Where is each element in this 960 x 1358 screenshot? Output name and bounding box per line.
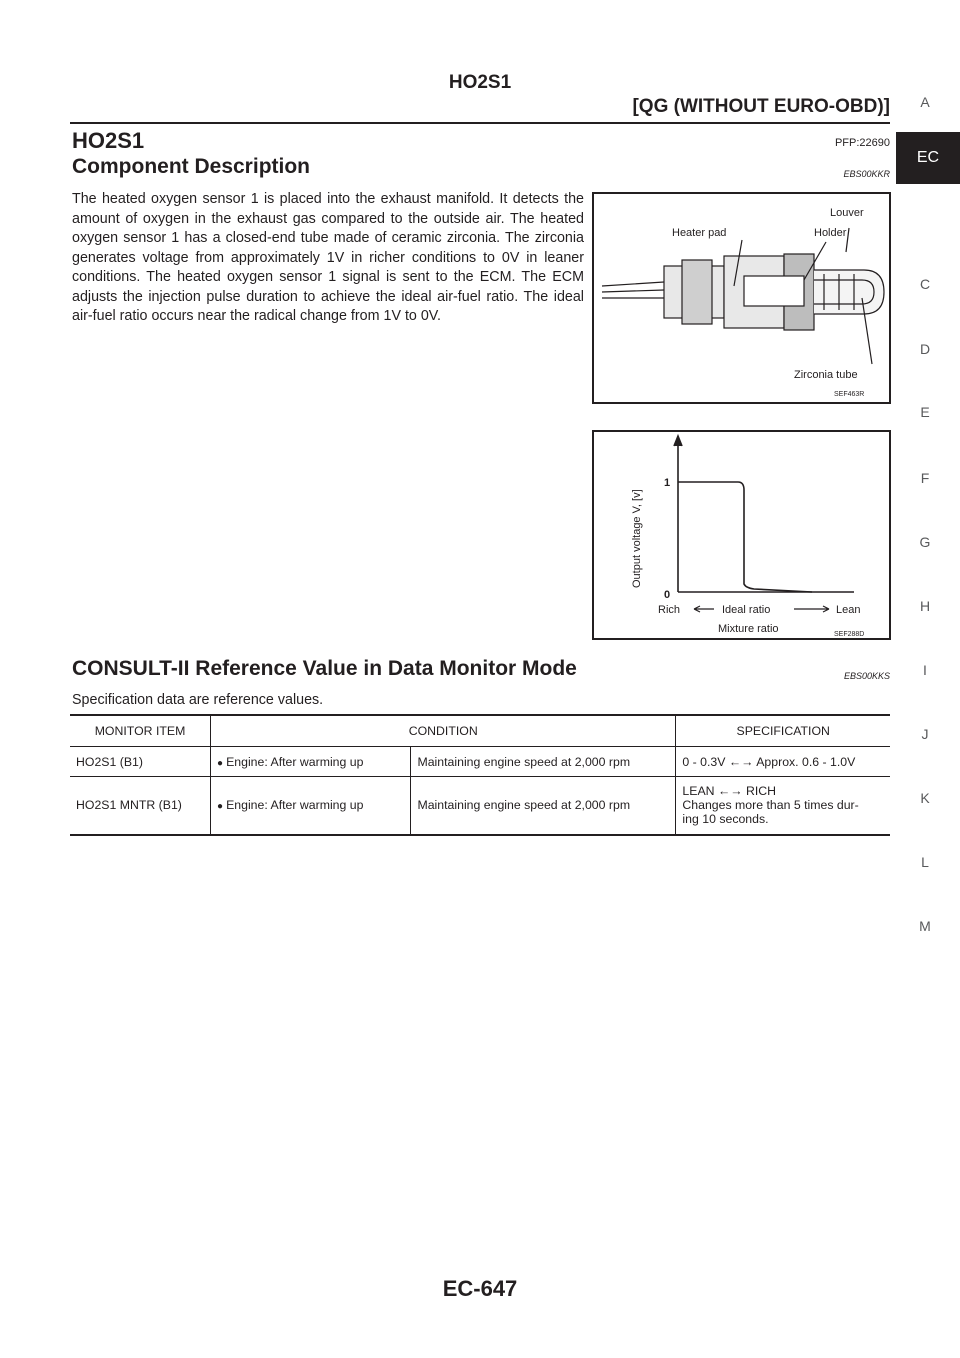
ideal-ratio-label: Ideal ratio	[722, 604, 771, 616]
column-header-monitor-item: MONITOR ITEM	[94, 724, 186, 738]
bullet-icon: ●	[217, 757, 224, 769]
sensor-cross-section-diagram	[594, 194, 889, 402]
tab-d[interactable]: D	[919, 341, 931, 357]
zirconia-tube-label: Zirconia tube	[794, 369, 858, 381]
tab-k[interactable]: K	[920, 790, 930, 806]
table-row	[70, 777, 890, 835]
reference-value-table	[70, 714, 890, 836]
section-index-tabs	[890, 90, 960, 950]
output-voltage-figure	[592, 430, 891, 640]
part-number: PFP:22690	[834, 137, 890, 149]
tab-l[interactable]: L	[921, 854, 929, 870]
output-voltage-graph	[594, 432, 889, 638]
tick-zero: 0	[664, 589, 671, 601]
tab-j[interactable]: J	[921, 726, 929, 742]
monitor-item-cell: HO2S1 MNTR (B1)	[76, 798, 182, 813]
column-header-condition: CONDITION	[211, 715, 676, 747]
tab-e[interactable]: E	[920, 404, 930, 420]
monitor-item-cell: HO2S1 (B1)	[76, 754, 143, 769]
sensor-cross-section-figure	[592, 192, 891, 404]
running-header-subtitle: [QG (WITHOUT EURO-OBD)]	[632, 96, 890, 117]
tab-c[interactable]: C	[919, 276, 931, 292]
consult-heading: CONSULT-II Reference Value in Data Monitor Mode	[72, 657, 577, 680]
reference-note: Specification data are reference values.	[72, 692, 324, 708]
consult-code: EBS00KKS	[843, 671, 890, 681]
condition-detail-cell: Maintaining engine speed at 2,000 rpm	[411, 777, 676, 835]
condition-cell: ● Engine: After warming up	[211, 777, 411, 835]
tick-one: 1	[664, 477, 671, 489]
component-description-text: The heated oxygen sensor 1 is placed into the exhaust manifold. It detects the amount of oxygen in the exhaust gas compared to the outside air. The heated oxygen sensor 1 has a closed-end tube made of ceramic zirconia. The zirconia generates voltage from approximately 1V in richer conditions to 0V in leaner conditions. The heated oxygen sensor 1 signal is sent to the ECM. The ECM adjusts the injection pulse duration to achieve the ideal air-fuel ratio. The ideal air-fuel ratio occurs near the radical change from 1V to 0V.	[72, 191, 584, 324]
tab-g[interactable]: G	[919, 534, 931, 550]
holder-label: Holder	[814, 227, 847, 239]
tab-ec-active[interactable]: EC	[896, 132, 960, 184]
figure1-caption: SEF463R	[834, 391, 865, 398]
table-row	[70, 747, 890, 777]
louver-label: Louver	[830, 207, 864, 219]
lean-label: Lean	[836, 604, 861, 616]
tab-i[interactable]: I	[923, 662, 927, 678]
column-header-specification: SPECIFICATION	[676, 715, 890, 747]
tab-f[interactable]: F	[920, 470, 930, 486]
tab-m[interactable]: M	[919, 918, 931, 934]
tab-h[interactable]: H	[919, 598, 931, 614]
condition-cell: ● Engine: After warming up	[211, 747, 411, 777]
page-number: EC-647	[442, 1276, 518, 1301]
heater-pad-label: Heater pad	[672, 227, 727, 239]
bullet-icon: ●	[217, 801, 224, 813]
component-description-heading: Component Description	[72, 155, 311, 178]
component-description-code: EBS00KKR	[843, 169, 890, 179]
table-header-row	[70, 715, 890, 747]
x-axis-label: Mixture ratio	[718, 623, 779, 635]
section-title: HO2S1	[72, 128, 145, 153]
condition-detail-cell: Maintaining engine speed at 2,000 rpm	[411, 747, 676, 777]
tab-a[interactable]: A	[920, 94, 930, 110]
specification-cell: 0 - 0.3V ←→ Approx. 0.6 - 1.0V	[676, 747, 890, 777]
figure2-caption: SEF288D	[834, 631, 865, 638]
running-header-title: HO2S1	[448, 72, 512, 93]
header-rule	[70, 122, 890, 124]
specification-cell: LEAN ←→ RICH Changes more than 5 times dur- ing 10 seconds.	[676, 777, 890, 835]
y-axis-label: Output voltage V, [v]	[631, 489, 643, 588]
rich-label: Rich	[658, 604, 681, 616]
